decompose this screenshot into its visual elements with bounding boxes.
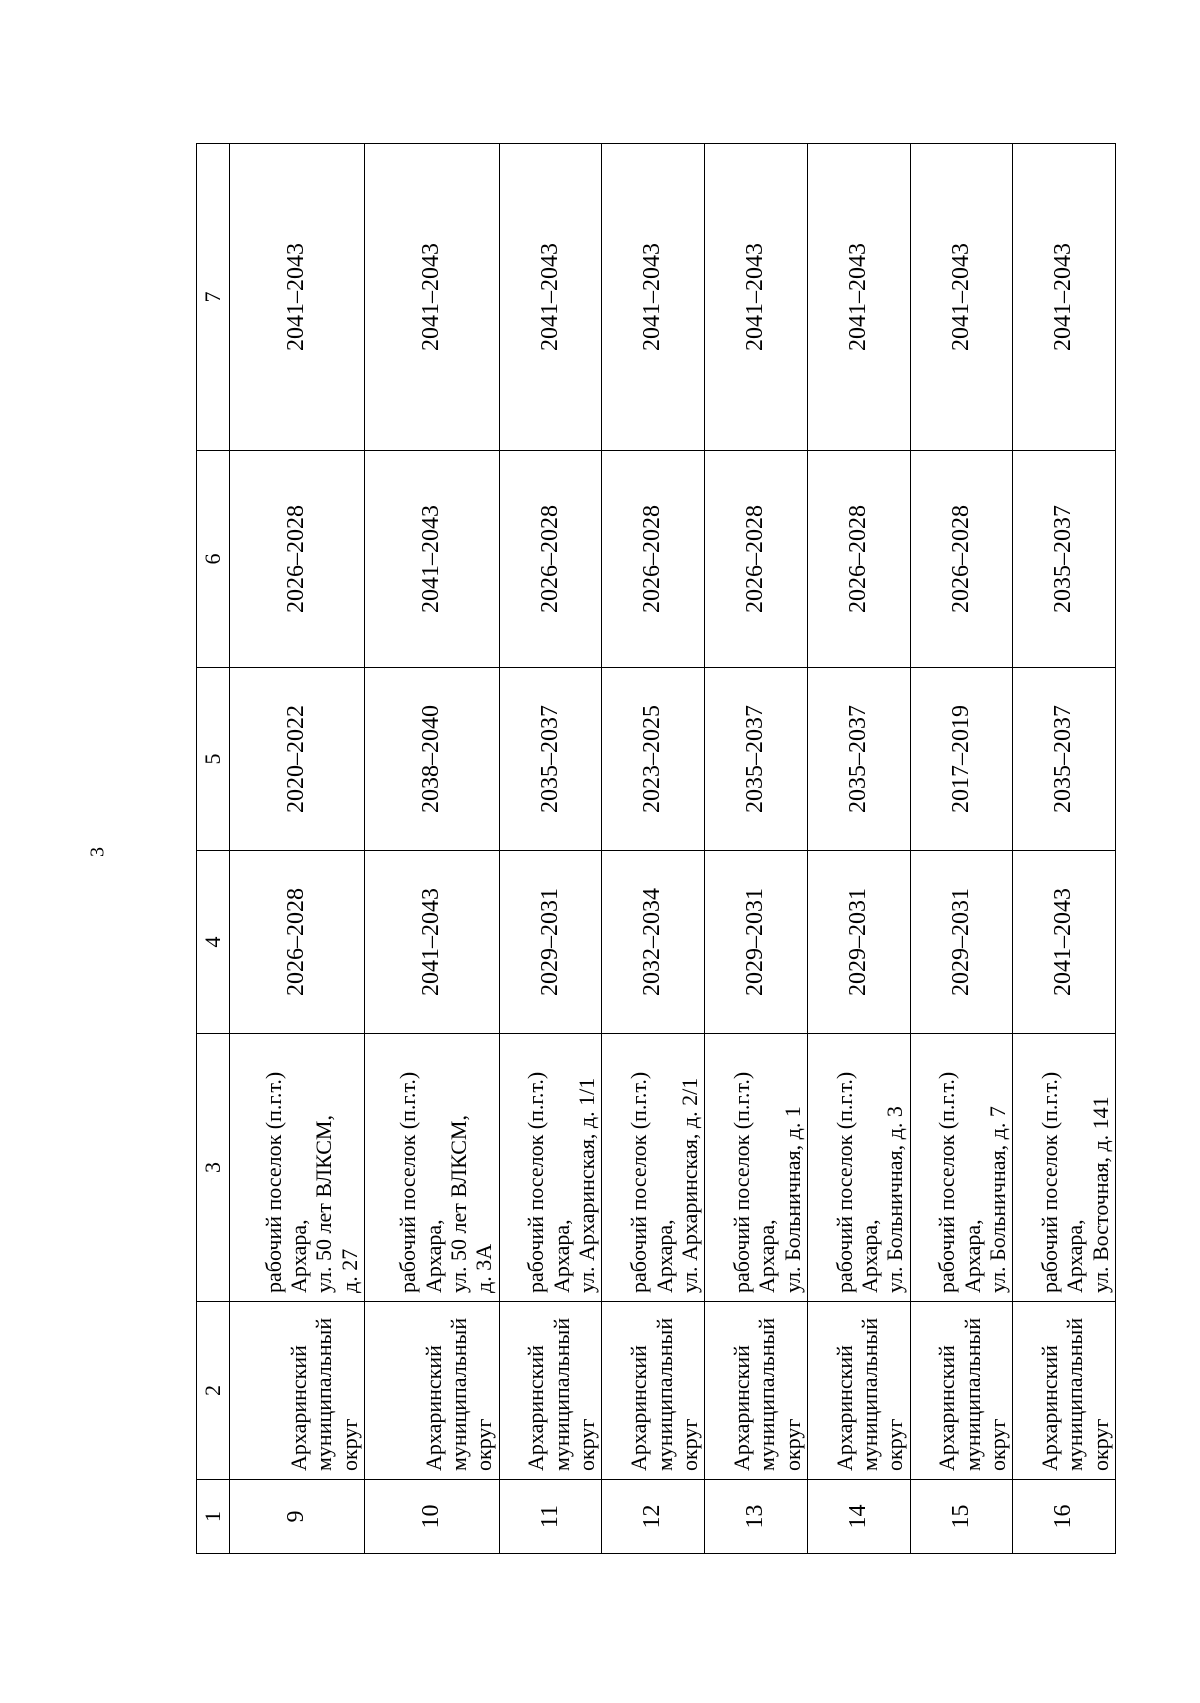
period-c4: 2029–2031	[499, 851, 602, 1034]
address-cell	[1013, 1034, 1116, 1302]
period-c4: 2029–2031	[910, 851, 1013, 1034]
address-line: Архара,	[1062, 1219, 1088, 1293]
address-line: ул. Больничная, д. 3	[882, 1106, 908, 1293]
address-cell	[230, 1034, 365, 1302]
address-line: рабочий поселок (п.г.т.)	[728, 1071, 754, 1293]
municipal-district-line: округ	[1087, 1418, 1113, 1471]
header-col-6: 6	[197, 451, 230, 668]
municipal-district-line: округ	[336, 1418, 362, 1471]
municipal-district-line: Архаринский	[934, 1345, 960, 1471]
period-c7: 2041–2043	[1013, 144, 1116, 451]
page-number: 3	[86, 847, 109, 857]
address-line: ул. Архаринская, д. 2/1	[676, 1077, 702, 1293]
period-c6: 2026–2028	[230, 451, 365, 668]
address-line: ул. Восточная, д. 141	[1087, 1096, 1113, 1293]
address-line: ул. 50 лет ВЛКСМ,	[311, 1115, 337, 1293]
header-col-5: 5	[197, 668, 230, 851]
period-c6: 2026–2028	[807, 451, 910, 668]
row-number: 9	[230, 1480, 365, 1554]
period-c4: 2029–2031	[705, 851, 808, 1034]
row-number: 16	[1013, 1480, 1116, 1554]
municipal-district-cell	[807, 1302, 910, 1480]
municipal-district-line: Архаринский	[1037, 1345, 1063, 1471]
table-row	[1013, 144, 1116, 1554]
period-c7: 2041–2043	[499, 144, 602, 451]
municipal-district-line: округ	[574, 1418, 600, 1471]
address-line: рабочий поселок (п.г.т.)	[1037, 1071, 1063, 1293]
header-col-2: 2	[197, 1302, 230, 1480]
municipal-district-line: Архаринский	[728, 1345, 754, 1471]
header-col-1: 1	[197, 1480, 230, 1554]
address-cell	[499, 1034, 602, 1302]
address-cell	[705, 1034, 808, 1302]
table-row	[705, 144, 808, 1554]
address-line: рабочий поселок (п.г.т.)	[395, 1071, 421, 1293]
period-c7: 2041–2043	[364, 144, 499, 451]
address-line: рабочий поселок (п.г.т.)	[831, 1071, 857, 1293]
period-c6: 2041–2043	[364, 451, 499, 668]
address-line: рабочий поселок (п.г.т.)	[934, 1071, 960, 1293]
period-c4: 2032–2034	[602, 851, 705, 1034]
period-c5: 2038–2040	[364, 668, 499, 851]
municipal-district-line: Архаринский	[285, 1345, 311, 1471]
period-c4: 2026–2028	[230, 851, 365, 1034]
table-wrapper	[196, 144, 1116, 1554]
period-c5: 2020–2022	[230, 668, 365, 851]
municipal-district-cell	[602, 1302, 705, 1480]
table-row	[364, 144, 499, 1554]
period-c4: 2029–2031	[807, 851, 910, 1034]
address-line: ул. Архаринская, д. 1/1	[574, 1077, 600, 1293]
period-c6: 2035–2037	[1013, 451, 1116, 668]
row-number: 12	[602, 1480, 705, 1554]
address-line: Архара,	[285, 1219, 311, 1293]
schedule-table	[196, 143, 1116, 1554]
period-c5: 2035–2037	[705, 668, 808, 851]
address-line: Архара,	[548, 1219, 574, 1293]
municipal-district-line: округ	[882, 1418, 908, 1471]
municipal-district-line: муниципальный	[651, 1317, 677, 1471]
header-col-4: 4	[197, 851, 230, 1034]
municipal-district-line: муниципальный	[548, 1317, 574, 1471]
table-row	[602, 144, 705, 1554]
period-c5: 2035–2037	[1013, 668, 1116, 851]
municipal-district-line: Архаринский	[831, 1345, 857, 1471]
address-line: ул. Больничная, д. 7	[984, 1106, 1010, 1293]
period-c7: 2041–2043	[230, 144, 365, 451]
row-number: 13	[705, 1480, 808, 1554]
municipal-district-cell	[705, 1302, 808, 1480]
municipal-district-line: Архаринский	[420, 1345, 446, 1471]
municipal-district-cell	[499, 1302, 602, 1480]
municipal-district-line: муниципальный	[446, 1317, 472, 1471]
address-line: рабочий поселок (п.г.т.)	[260, 1071, 286, 1293]
municipal-district-line: Архаринский	[626, 1345, 652, 1471]
period-c6: 2026–2028	[499, 451, 602, 668]
municipal-district-cell	[1013, 1302, 1116, 1480]
period-c5: 2035–2037	[499, 668, 602, 851]
municipal-district-line: округ	[779, 1418, 805, 1471]
address-line: Архара,	[754, 1219, 780, 1293]
municipal-district-line: муниципальный	[959, 1317, 985, 1471]
table-row	[499, 144, 602, 1554]
address-line: д. 27	[336, 1248, 362, 1293]
period-c6: 2026–2028	[602, 451, 705, 668]
municipal-district-cell	[230, 1302, 365, 1480]
period-c4: 2041–2043	[364, 851, 499, 1034]
municipal-district-cell	[910, 1302, 1013, 1480]
municipal-district-line: Архаринский	[523, 1345, 549, 1471]
municipal-district-line: округ	[676, 1418, 702, 1471]
address-cell	[910, 1034, 1013, 1302]
address-line: Архара,	[959, 1219, 985, 1293]
municipal-district-line: округ	[471, 1418, 497, 1471]
municipal-district-line: муниципальный	[856, 1317, 882, 1471]
period-c6: 2026–2028	[705, 451, 808, 668]
address-line: ул. Больничная, д. 1	[779, 1106, 805, 1293]
table-row	[807, 144, 910, 1554]
period-c6: 2026–2028	[910, 451, 1013, 668]
period-c7: 2041–2043	[910, 144, 1013, 451]
table-body	[230, 144, 1116, 1554]
address-cell	[364, 1034, 499, 1302]
row-number: 11	[499, 1480, 602, 1554]
row-number: 10	[364, 1480, 499, 1554]
period-c5: 2017–2019	[910, 668, 1013, 851]
address-cell	[602, 1034, 705, 1302]
period-c5: 2035–2037	[807, 668, 910, 851]
header-col-3: 3	[197, 1034, 230, 1302]
row-number: 14	[807, 1480, 910, 1554]
address-line: д. 3А	[471, 1243, 497, 1293]
period-c5: 2023–2025	[602, 668, 705, 851]
address-line: Архара,	[651, 1219, 677, 1293]
municipal-district-line: муниципальный	[1062, 1317, 1088, 1471]
address-line: рабочий поселок (п.г.т.)	[523, 1071, 549, 1293]
header-col-7: 7	[197, 144, 230, 451]
period-c7: 2041–2043	[705, 144, 808, 451]
municipal-district-line: муниципальный	[311, 1317, 337, 1471]
municipal-district-cell	[364, 1302, 499, 1480]
address-cell	[807, 1034, 910, 1302]
row-number: 15	[910, 1480, 1013, 1554]
address-line: Архара,	[856, 1219, 882, 1293]
municipal-district-line: округ	[984, 1418, 1010, 1471]
address-line: Архара,	[420, 1219, 446, 1293]
table-row	[910, 144, 1013, 1554]
address-line: ул. 50 лет ВЛКСМ,	[446, 1115, 472, 1293]
table-header-row	[197, 144, 230, 1554]
table-row	[230, 144, 365, 1554]
address-line: рабочий поселок (п.г.т.)	[626, 1071, 652, 1293]
period-c4: 2041–2043	[1013, 851, 1116, 1034]
period-c7: 2041–2043	[602, 144, 705, 451]
municipal-district-line: муниципальный	[754, 1317, 780, 1471]
period-c7: 2041–2043	[807, 144, 910, 451]
